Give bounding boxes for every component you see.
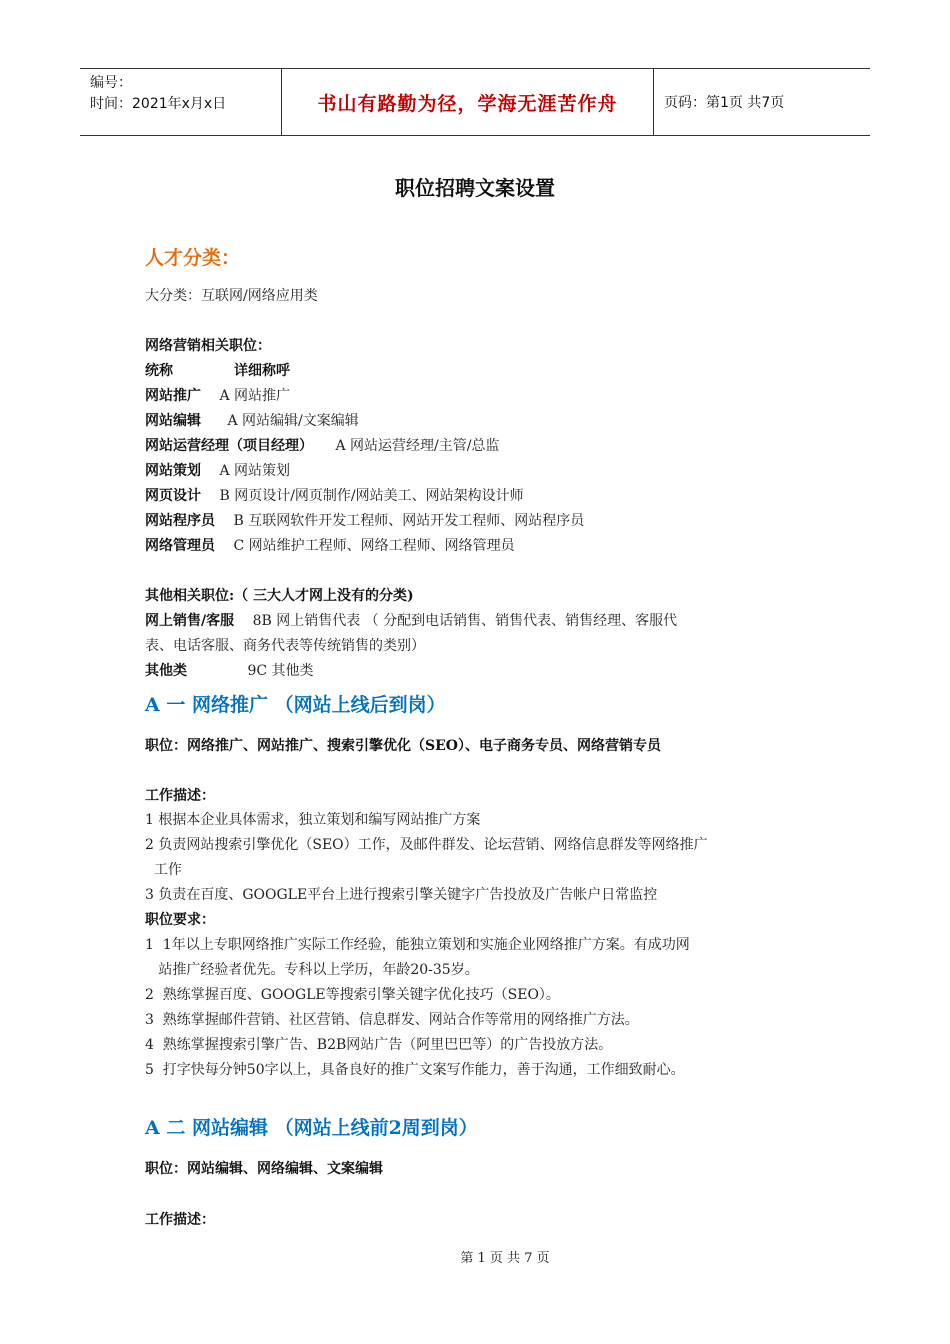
positions-a2: 职位：网站编辑、网络编辑、文案编辑 xyxy=(145,1161,383,1177)
duty-heading-a2: 工作描述： xyxy=(145,1212,215,1228)
page-label: 页码：第1页 共7页 xyxy=(664,95,785,111)
list-item xyxy=(145,461,290,481)
job-name: 网络管理员 xyxy=(145,538,215,554)
number-label: 编号： xyxy=(90,75,132,91)
list-item xyxy=(145,661,314,681)
duty-line: 工作 xyxy=(145,862,182,878)
list-item xyxy=(145,486,524,506)
job-name: 网站程序员 xyxy=(145,513,215,529)
list-item xyxy=(145,536,515,556)
job-detail: A 网站推广 xyxy=(219,388,291,404)
req-heading-a1: 职位要求： xyxy=(145,912,215,928)
positions-a1: 职位：网络推广、网站推广、搜索引擎优化（SEO）、电子商务专员、网络营销专员 xyxy=(145,738,661,754)
list-item xyxy=(145,386,290,406)
job-detail: 9C 其他类 xyxy=(247,663,314,679)
job-name: 网站推广 xyxy=(145,388,201,404)
section-heading-talent: 人才分类： xyxy=(145,247,241,269)
job-name: 网站运营经理（项目经理） xyxy=(145,438,313,454)
header-table xyxy=(80,68,870,136)
big-class: 大分类：互联网/网络应用类 xyxy=(145,288,318,304)
other-heading: 其他相关职位:（ 三大人才网上没有的分类) xyxy=(145,588,414,604)
duty-line: 1 根据本企业具体需求，独立策划和编写网站推广方案 xyxy=(145,812,481,828)
list-item xyxy=(145,511,584,531)
req-line: 站推广经验者优先。专科以上学历，年龄20-35岁。 xyxy=(145,962,479,978)
job-name: 网站编辑 xyxy=(145,413,201,429)
duty-heading-a1: 工作描述： xyxy=(145,788,215,804)
header-meta-cell xyxy=(80,69,282,135)
section-heading-a1: A 一 网络推广 （网站上线后到岗） xyxy=(145,694,446,716)
job-detail: A 网站编辑/文案编辑 xyxy=(227,413,359,429)
marketing-heading: 网络营销相关职位： xyxy=(145,338,271,354)
motto: 书山有路勤为径，学海无涯苦作舟 xyxy=(282,69,654,135)
job-name: 网上销售/客服 xyxy=(145,613,235,629)
job-detail: 8B 网上销售代表 （ 分配到电话销售、销售代表、销售经理、客服代 xyxy=(252,613,678,629)
col-detail: 详细称呼 xyxy=(234,363,290,379)
section-heading-a2: A 二 网站编辑 （网站上线前2周到岗） xyxy=(145,1117,478,1139)
page-footer: 第 1 页 共 7 页 xyxy=(460,1251,550,1266)
job-name: 网页设计 xyxy=(145,488,201,504)
job-detail: A 网站策划 xyxy=(219,463,291,479)
job-name: 其他类 xyxy=(145,663,187,679)
job-name: 网站策划 xyxy=(145,463,201,479)
job-detail: B 互联网软件开发工程师、网站开发工程师、网站程序员 xyxy=(233,513,585,529)
req-line: 2 熟练掌握百度、GOOGLE等搜索引擎关键字优化技巧（SEO）。 xyxy=(145,987,560,1003)
req-line: 3 熟练掌握邮件营销、社区营销、信息群发、网站合作等常用的网络推广方法。 xyxy=(145,1012,639,1028)
list-item xyxy=(145,611,677,631)
duty-line: 2 负责网站搜索引擎优化（SEO）工作，及邮件群发、论坛营销、网络信息群发等网络推广 xyxy=(145,837,708,853)
job-detail: C 网站维护工程师、网络工程师、网络管理员 xyxy=(233,538,515,554)
req-line: 4 熟练掌握搜索引擎广告、B2B网站广告（阿里巴巴等）的广告投放方法。 xyxy=(145,1037,613,1053)
job-detail: A 网站运营经理/主管/总监 xyxy=(335,438,500,454)
doc-title: 职位招聘文案设置 xyxy=(395,176,555,200)
job-detail: B 网页设计/网页制作/网站美工、网站架构设计师 xyxy=(219,488,524,504)
req-line: 5 打字快每分钟50字以上，具备良好的推广文案写作能力，善于沟通，工作细致耐心。 xyxy=(145,1062,685,1078)
col-general: 统称 xyxy=(145,363,173,379)
list-item xyxy=(145,411,359,431)
job-detail-continued: 表、电话客服、商务代表等传统销售的类别） xyxy=(145,638,425,654)
time-label: 时间：2021年x月x日 xyxy=(90,96,227,112)
list-item xyxy=(145,436,499,456)
duty-line: 3 负责在百度、GOOGLE平台上进行搜索引擎关键字广告投放及广告帐户日常监控 xyxy=(145,887,658,903)
req-line: 1 1年以上专职网络推广实际工作经验，能独立策划和实施企业网络推广方案。有成功网 xyxy=(145,937,690,953)
